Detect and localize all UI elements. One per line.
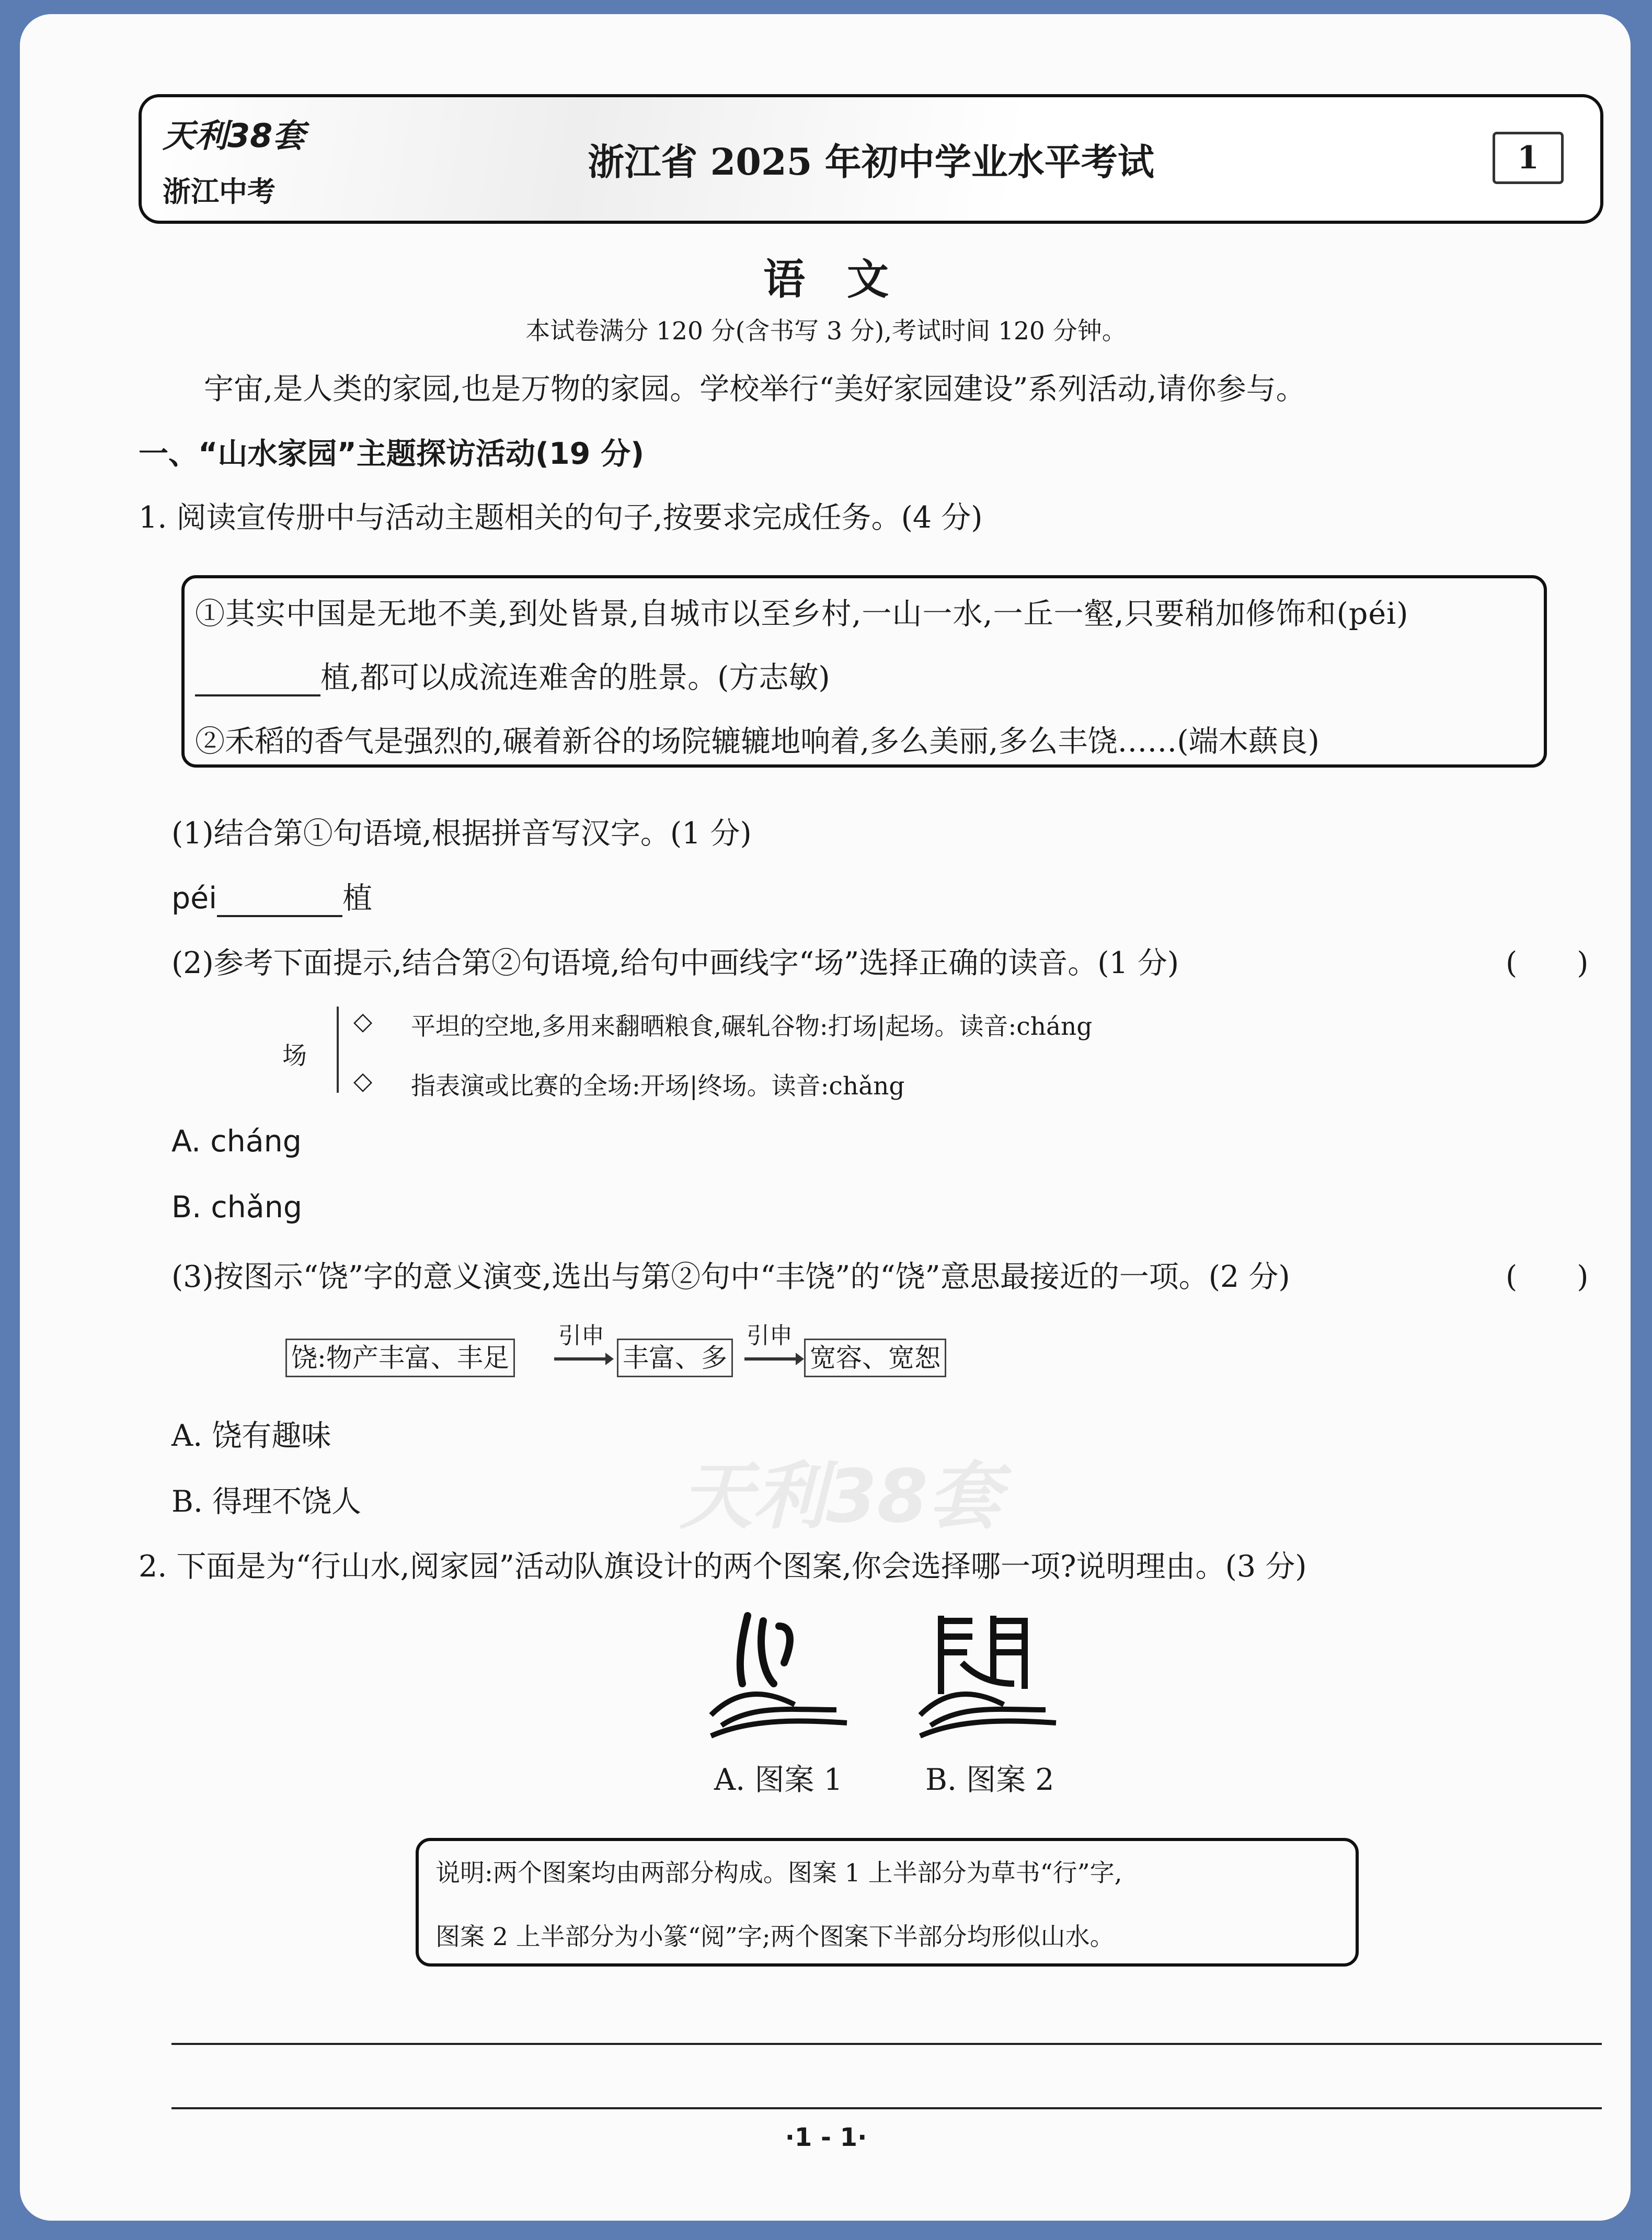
pattern-b-label[interactable]: B. 图案 2 (925, 1763, 1054, 1797)
q2-stem: 2. 下面是为“行山水,阅家园”活动队旗设计的两个图案,你会选择哪一项?说明理由。(3 分) (139, 1549, 1307, 1584)
arrow-icon (554, 1357, 606, 1361)
intro-text: 宇宙,是人类的家园,也是万物的家园。学校举行“美好家园建设”系列活动,请你参与。 (204, 372, 1306, 406)
section-heading: 一、“山水家园”主题探访活动(19 分) (139, 437, 645, 471)
exam-info: 本试卷满分 120 分(含书写 3 分),考试时间 120 分钟。 (525, 317, 1127, 346)
option-b[interactable]: B. chǎng (171, 1190, 303, 1225)
flow-box-1: 饶:物产丰富、丰足 (285, 1339, 515, 1377)
quote-line-3: ②禾稻的香气是强烈的,碾着新谷的场院辘辘地响着,多么美丽,多么丰饶……(端木蕻良) (195, 724, 1320, 759)
option-b[interactable]: B. 得理不饶人 (171, 1484, 362, 1519)
q1-sub3-stem: (3)按图示“饶”字的意义演变,选出与第②句中“丰饶”的“饶”意思最接近的一项。(2 分) (171, 1260, 1290, 1294)
answer-line[interactable] (171, 2043, 1602, 2045)
pinyin: péi (171, 881, 217, 916)
flow-box-3: 宽容、宽恕 (804, 1339, 946, 1377)
header-banner (139, 94, 1603, 224)
quote-box (181, 575, 1547, 768)
answer-blank[interactable] (217, 888, 342, 917)
answer-paren[interactable]: ( ) (1506, 1260, 1589, 1294)
arrow-label: 引申 (558, 1322, 604, 1349)
answer-line[interactable] (171, 2107, 1602, 2109)
watermark: 天利38套 (680, 1454, 1001, 1539)
quote-line-1: ①其实中国是无地不美,到处皆景,自城市以至乡村,一山一水,一丘一壑,只要稍加修饰和(péi) (195, 597, 1409, 631)
paper-number: 1 (1493, 132, 1564, 184)
option-a[interactable]: A. 饶有趣味 (171, 1419, 331, 1453)
option-a[interactable]: A. cháng (171, 1124, 302, 1159)
diamond-icon: ◇ (353, 1067, 373, 1095)
pattern-a-label[interactable]: A. 图案 1 (714, 1763, 843, 1797)
hint-char: 场 (282, 1042, 307, 1070)
flow-box-2: 丰富、多 (617, 1339, 733, 1377)
quote-line-2: 植,都可以成流连难舍的胜景。(方志敏) (320, 660, 830, 695)
q1-sub2-stem: (2)参考下面提示,结合第②句语境,给句中画线字“场”选择正确的读音。(1 分) (171, 946, 1179, 980)
logo: 天利38套 (163, 117, 305, 155)
pattern-2-image (910, 1605, 1066, 1752)
arrow-icon (744, 1357, 797, 1361)
diamond-icon: ◇ (353, 1007, 373, 1036)
note-line-2: 图案 2 上半部分为小篆“阅”字;两个图案下半部分均形似山水。 (435, 1923, 1115, 1951)
hint-2: 指表演或比赛的全场:开场|终场。读音:chǎng (411, 1072, 905, 1101)
exam-title: 浙江省 2025 年初中学业水平考试 (588, 140, 1154, 184)
note-line-1: 说明:两个图案均由两部分构成。图案 1 上半部分为草书“行”字, (435, 1859, 1122, 1888)
answer-paren[interactable]: ( ) (1506, 946, 1589, 980)
hint-divider (337, 1007, 339, 1093)
q1-sub1-stem: (1)结合第①句语境,根据拼音写汉字。(1 分) (171, 816, 752, 851)
arrow-label: 引申 (747, 1322, 793, 1349)
hint-1: 平坦的空地,多用来翻晒粮食,碾轧谷物:打场|起场。读音:cháng (411, 1012, 1093, 1041)
note-box (416, 1838, 1359, 1967)
answer-blank (195, 667, 320, 696)
pattern-1-image (701, 1605, 857, 1752)
subject-title: 语 文 (763, 255, 889, 304)
region-label: 浙江中考 (163, 175, 276, 208)
suffix-char: 植 (342, 881, 373, 916)
page-footer: ·1 - 1· (785, 2123, 867, 2152)
q1-stem: 1. 阅读宣传册中与活动主题相关的句子,按要求完成任务。(4 分) (139, 500, 983, 535)
